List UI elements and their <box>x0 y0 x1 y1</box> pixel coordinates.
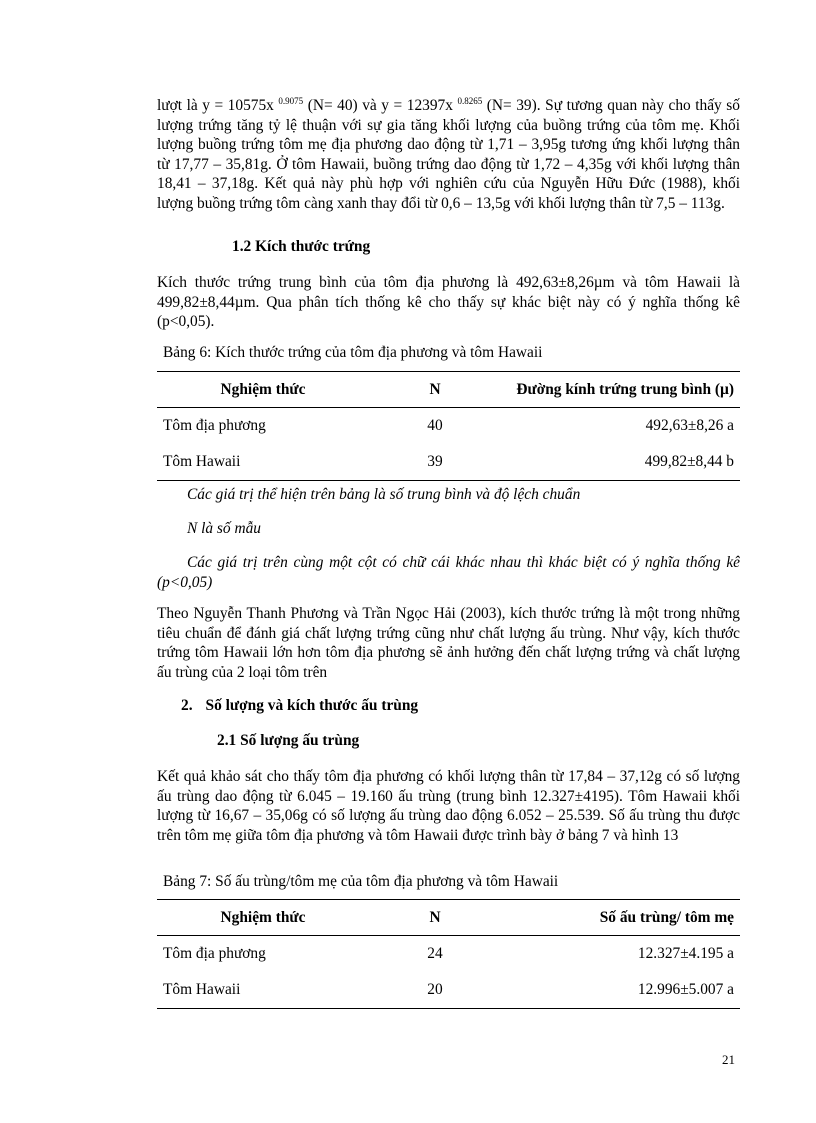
table6-caption: Bảng 6: Kích thước trứng của tôm địa phương và tôm Hawaii <box>163 344 543 361</box>
table-cell: 20 <box>369 972 501 1009</box>
section-heading-2 <box>181 697 418 715</box>
table-note-3: Các giá trị trên cùng một cột có chữ cái khác nhau thì khác biệt có ý nghĩa thống kê (p<0,05) <box>157 554 740 591</box>
table-cell: Tôm Hawaii <box>157 972 369 1009</box>
table-cell: Tôm địa phương <box>163 417 266 434</box>
exponent-1: 0.9075 <box>278 96 304 106</box>
section-heading-1-2: 1.2 Kích thước trứng <box>232 238 371 255</box>
table-note-2: N là số mẫu <box>187 520 261 537</box>
table-row <box>157 444 740 481</box>
table-header-row <box>157 900 740 936</box>
table-cell: Tôm địa phương <box>163 945 266 962</box>
table-cell: 39 <box>369 444 501 481</box>
section-title: Số lượng và kích thước ấu trùng <box>205 697 419 714</box>
table-cell: 492,63±8,26 a <box>645 417 734 434</box>
intro-text-2: (N= 40) và y = 12397x <box>303 97 458 114</box>
table-row <box>157 972 740 1009</box>
table-row <box>157 408 740 445</box>
table6 <box>157 371 740 481</box>
section-heading-2-1: 2.1 Số lượng ấu trùng <box>217 732 360 749</box>
section-number: 2. <box>181 697 193 714</box>
table-cell: Tôm Hawaii <box>157 444 369 481</box>
egg-size-paragraph: Kích thước trứng trung bình của tôm địa phương là 492,63±8,26µm và tôm Hawaii là 499,82±8,44µm. Qua phân tích thống kê cho thấy sự khác biệt này có ý nghĩa thống kê (p<0,05). <box>157 274 740 331</box>
table7-caption: Bảng 7: Số ấu trùng/tôm mẹ của tôm địa phương và tôm Hawaii <box>163 873 559 890</box>
table-note-1: Các giá trị thể hiện trên bảng là số trung bình và độ lệch chuẩn <box>187 486 581 503</box>
column-header: N <box>369 372 501 408</box>
page-number: 21 <box>722 1052 735 1067</box>
table-header-row <box>157 372 740 408</box>
table-cell: 12.327±4.195 a <box>637 945 734 962</box>
intro-text-1: lượt là y = 10575x <box>157 97 279 114</box>
table-cell: 24 <box>427 945 443 962</box>
column-header: N <box>369 900 501 936</box>
table-cell: 40 <box>427 417 443 434</box>
exponent-2: 0.8265 <box>457 96 483 106</box>
intro-paragraph <box>157 92 740 214</box>
column-header: Số ấu trùng/ tôm mẹ <box>501 900 740 936</box>
column-header: Nghiệm thức <box>157 900 369 936</box>
table7 <box>157 899 740 1009</box>
discussion-paragraph: Theo Nguyễn Thanh Phương và Trần Ngọc Hải (2003), kích thước trứng là một trong những tiêu chuẩn để đánh giá chất lượng trứng cũng như chất lượng ấu trùng. Như vậy, kích thước trứng tôm Hawaii lớn hơn tôm địa phương sẽ ảnh hưởng đến chất lượng trứng và chất lượng ấu trùng của 2 loại tôm trên <box>157 605 740 681</box>
table-row <box>157 936 740 973</box>
intro-text-3: (N= 39). Sự tương quan này cho thấy số lượng trứng tăng tỷ lệ thuận với sự gia tăng khối lượng của buồng trứng của tôm mẹ. Khối lượng buồng trứng tôm mẹ địa phương dao động từ 1,71 – 3,95g tương ứng khối lượng thân từ 17,77 – 35,81g. Ở tôm Hawaii, buồng trứng dao động từ 1,72 – 4,35g với khối lượng thân 18,41 – 37,18g. Kết quả này phù hợp với nghiên cứu của Nguyễn Hữu Đức (1988), khối lượng buồng trứng tôm càng xanh thay đổi từ 0,6 – 13,5g với khối lượng thân từ 7,5 – 113g. <box>157 97 740 212</box>
table-cell: 12.996±5.007 a <box>501 972 740 1009</box>
table-cell: 499,82±8,44 b <box>501 444 740 481</box>
larvae-count-paragraph: Kết quả khảo sát cho thấy tôm địa phương có khối lượng thân từ 17,84 – 37,12g có số lượng ấu trùng dao động từ 6.045 – 19.160 ấu trùng (trung bình 12.327±4195). Tôm Hawaii khối lượng từ 16,67 – 35,06g có số lượng ấu trùng dao động 6.052 – 25.539. Số ấu trùng thu được trên tôm mẹ giữa tôm địa phương và tôm Hawaii được trình bày ở bảng 7 và hình 13 <box>157 768 740 844</box>
column-header: Đường kính trứng trung bình (µ) <box>501 372 740 408</box>
column-header: Nghiệm thức <box>157 372 369 408</box>
